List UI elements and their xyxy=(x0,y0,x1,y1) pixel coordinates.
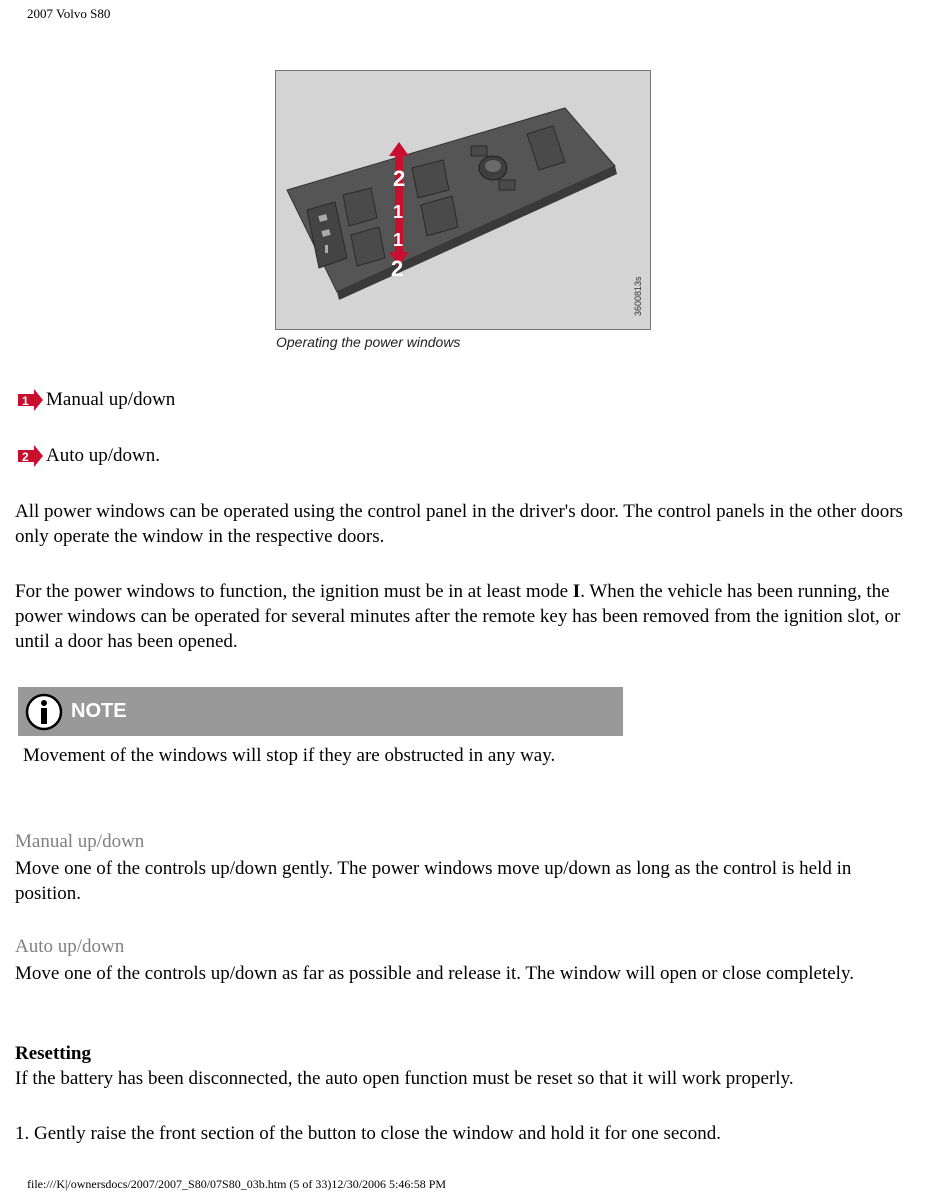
callout-2-bottom: 2 xyxy=(391,256,404,281)
legend-item-auto xyxy=(16,444,160,468)
paragraph-control-panels: All power windows can be operated using the control panel in the driver's door. The control panels in the other doors only operate the window in the respective doors. xyxy=(15,501,903,547)
callout-1-upper: 1 xyxy=(393,202,404,222)
page-header-title: 2007 Volvo S80 xyxy=(27,6,111,21)
number-2-arrow-icon xyxy=(16,444,44,468)
figure-code: 3600813s xyxy=(633,276,643,316)
number-1-arrow-icon xyxy=(16,388,44,412)
resetting-text: If the battery has been disconnected, the auto open function must be reset so that it will work properly. xyxy=(15,1068,794,1089)
note-banner xyxy=(18,687,623,736)
power-window-illustration xyxy=(275,70,651,330)
note-label: NOTE xyxy=(71,700,127,722)
legend-label-auto: Auto up/down. xyxy=(46,445,160,466)
footer-path: file:///K|/ownersdocs/2007/2007_S80/07S80_03b.htm (5 of 33)12/30/2006 5:46:58 PM xyxy=(27,1177,447,1191)
note-text: Movement of the windows will stop if they are obstructed in any way. xyxy=(23,745,556,766)
callout-1-lower: 1 xyxy=(393,230,404,250)
manual-text: Move one of the controls up/down gently. The power windows move up/down as long as the control is held in position. xyxy=(15,858,852,904)
legend-item-manual xyxy=(16,388,175,412)
auto-heading: Auto up/down xyxy=(15,936,125,957)
auto-text: Move one of the controls up/down as far as possible and release it. The window will open or close completely. xyxy=(15,963,854,984)
svg-text:2: 2 xyxy=(22,450,29,464)
power-window-figure xyxy=(275,70,651,330)
callout-2-top: 2 xyxy=(393,166,406,191)
manual-heading: Manual up/down xyxy=(15,831,145,852)
resetting-heading: Resetting xyxy=(15,1043,91,1064)
svg-text:1: 1 xyxy=(22,394,29,408)
figure-caption: Operating the power windows xyxy=(276,334,461,350)
info-icon xyxy=(25,693,63,731)
resetting-step-1: 1. Gently raise the front section of the button to close the window and hold it for one second. xyxy=(15,1123,722,1144)
paragraph-ignition: For the power windows to function, the ignition must be in at least mode I. When the vehicle has been running, the power windows can be operated for several minutes after the remote key has been removed from the ignition slot, or until a door has been opened. xyxy=(15,581,901,652)
ignition-mode: I xyxy=(572,581,581,602)
legend-label-manual: Manual up/down xyxy=(46,389,176,410)
